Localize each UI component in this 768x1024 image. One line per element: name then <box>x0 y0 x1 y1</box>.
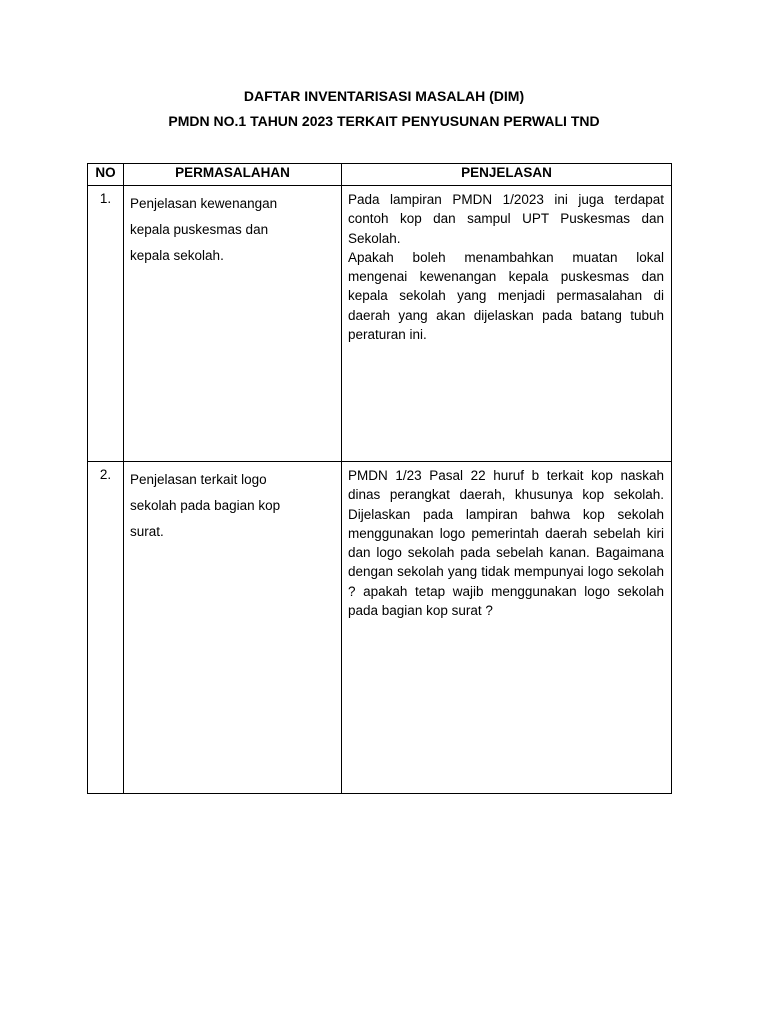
header-penjelasan: PENJELASAN <box>342 164 672 186</box>
row-permasalahan <box>124 186 342 462</box>
permasalahan-text: Penjelasan terkait logo sekolah pada bagian kop surat. <box>130 472 281 539</box>
document-subtitle: PMDN NO.1 TAHUN 2023 TERKAIT PENYUSUNAN PERWALI TND <box>168 113 600 129</box>
table-header-row <box>88 164 672 186</box>
penjelasan-paragraph: PMDN 1/23 Pasal 22 huruf b terkait kop naskah dinas perangkat daerah, khusunya kop sekolah. Dijelaskan pada lampiran bahwa kop sekolah menggunakan logo pemerintah daerah sebelah kiri dan logo sekolah pada sebelah kanan. Bagaimana dengan sekolah yang tidak mempunyai logo sekolah ? apakah tetap wajib menggunakan logo sekolah pada bagian kop surat ? <box>348 468 664 619</box>
row-penjelasan <box>342 186 672 462</box>
row-permasalahan <box>124 462 342 794</box>
row-number: 1. <box>88 186 124 462</box>
row-number: 2. <box>88 462 124 794</box>
penjelasan-paragraph: Pada lampiran PMDN 1/2023 ini juga terdapat contoh kop dan sampul UPT Puskesmas dan Sekolah. <box>348 192 664 246</box>
penjelasan-paragraph: Apakah boleh menambahkan muatan lokal mengenai kewenangan kepala puskesmas dan kepala sekolah yang menjadi permasalahan di daerah yang akan dijelaskan pada batang tubuh peraturan ini. <box>348 249 664 343</box>
table-row <box>88 462 672 794</box>
dim-table <box>87 163 672 794</box>
row-penjelasan <box>342 462 672 794</box>
table-row <box>88 186 672 462</box>
document-title: DAFTAR INVENTARISASI MASALAH (DIM) <box>243 88 525 104</box>
permasalahan-text: Penjelasan kewenangan kepala puskesmas dan kepala sekolah. <box>130 196 278 263</box>
header-no: NO <box>88 164 124 186</box>
header-permasalahan: PERMASALAHAN <box>124 164 342 186</box>
